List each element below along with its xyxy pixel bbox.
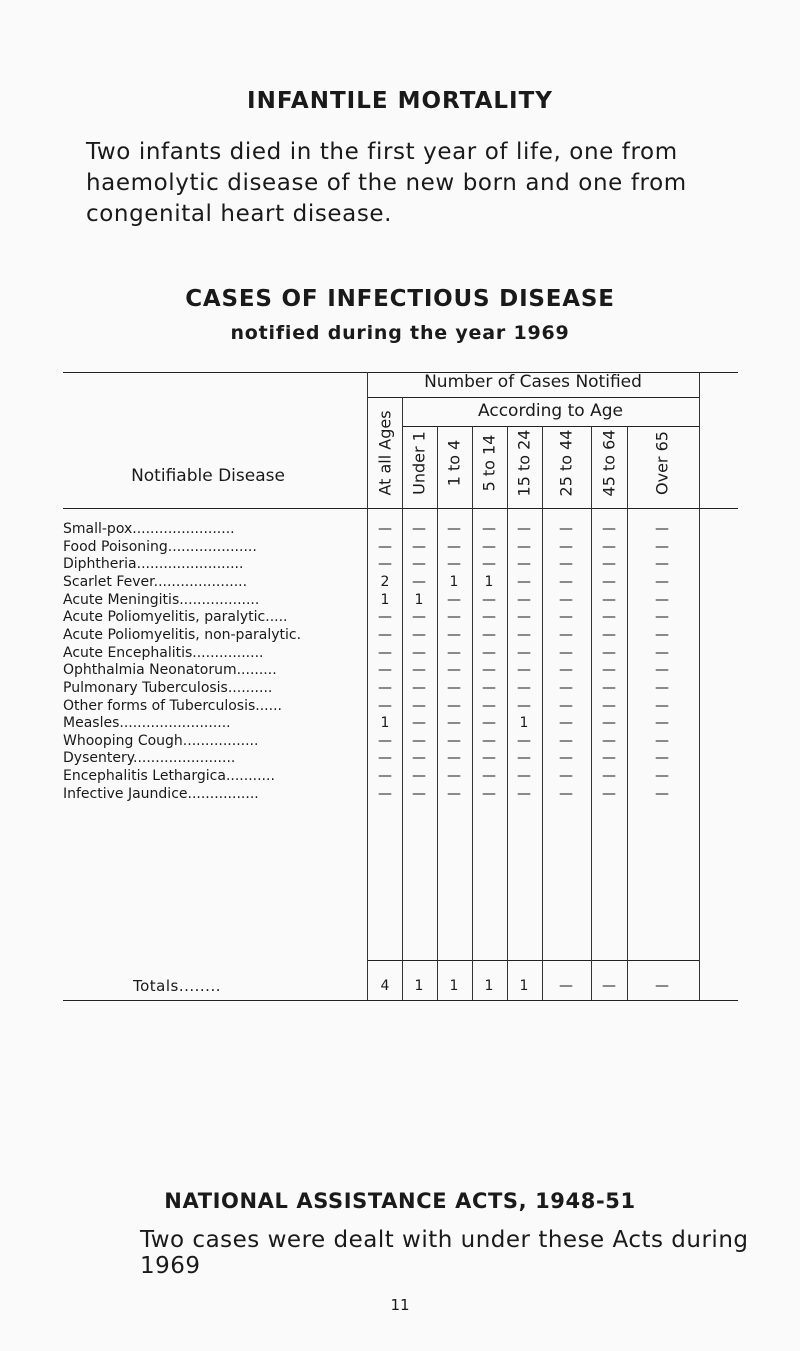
table-cell: —	[602, 521, 616, 537]
table-cell: —	[378, 556, 392, 573]
table-cell: —	[482, 732, 496, 749]
table-cell: —	[559, 697, 573, 714]
disease-label: Measles.........................	[63, 715, 231, 732]
paragraph-infantile-mortality: Two infants died in the first year of life, one from haemolytic disease of the new born and one from congenital heart disease.	[86, 139, 687, 227]
table-cell: 2	[380, 573, 390, 590]
table-cell: —	[517, 573, 531, 590]
table-cell: —	[559, 768, 573, 785]
table-cell: —	[655, 750, 669, 767]
table-cell: —	[378, 750, 392, 767]
table-cell: —	[378, 626, 392, 643]
table-cell: —	[655, 768, 669, 785]
header-age-rule	[402, 426, 699, 427]
header-number-rule	[367, 397, 699, 398]
heading-national-assistance: NATIONAL ASSISTANCE ACTS, 1948-51	[164, 1189, 636, 1213]
table-cell: —	[602, 573, 616, 590]
table-cell: —	[447, 556, 461, 573]
table-cell: —	[447, 697, 461, 714]
table-cell: —	[378, 644, 392, 661]
table-cell: —	[447, 785, 461, 802]
table-cell: —	[482, 556, 496, 573]
table-cell: —	[412, 750, 426, 767]
table-cell: —	[559, 644, 573, 661]
table-cell: —	[412, 697, 426, 714]
disease-label: Pulmonary Tuberculosis..........	[63, 679, 273, 696]
table-cell: —	[482, 697, 496, 714]
table-cell: —	[559, 662, 573, 679]
col-rule-9	[699, 372, 700, 1000]
disease-label: Diphtheria........................	[63, 556, 244, 573]
table-cell: —	[517, 556, 531, 573]
col-rule-7	[591, 426, 592, 1000]
table-cell: 1	[414, 591, 424, 608]
disease-label: Encephalitis Lethargica...........	[63, 768, 275, 785]
disease-label: Acute Poliomyelitis, non-paralytic.	[63, 626, 302, 643]
column-header-disease: Notifiable Disease	[131, 466, 285, 486]
table-cell: —	[655, 521, 669, 537]
table-cell: —	[655, 556, 669, 573]
table-cell: —	[378, 785, 392, 802]
column-header-age-over-65: Over 65	[652, 431, 672, 495]
table-cell: 1	[449, 573, 459, 590]
header-bottom-rule	[63, 508, 738, 509]
table-cell: —	[559, 556, 573, 573]
column-header-age-15-to-24: 15 to 24	[514, 429, 534, 497]
table-cell: —	[482, 521, 496, 537]
paragraph-national-assistance: Two cases were dealt with under these Acts during 1969	[140, 1227, 749, 1279]
table-cell: —	[559, 626, 573, 643]
disease-label: Acute Meningitis..................	[63, 591, 260, 608]
table-cell: —	[517, 732, 531, 749]
table-cell: —	[559, 750, 573, 767]
table-cell: —	[447, 662, 461, 679]
table-cell: —	[447, 750, 461, 767]
table-cell: —	[517, 679, 531, 696]
table-cell: —	[447, 644, 461, 661]
table-cell: —	[602, 679, 616, 696]
table-cell: —	[482, 679, 496, 696]
totals-cell: —	[559, 978, 573, 994]
table-cell: —	[655, 538, 669, 555]
table-cell: —	[655, 785, 669, 802]
table-cell: —	[447, 521, 461, 537]
totals-cell: —	[602, 978, 616, 994]
table-cell: —	[655, 715, 669, 732]
totals-cell: 4	[380, 978, 390, 994]
table-cell: —	[517, 521, 531, 537]
table-cell: —	[378, 768, 392, 785]
totals-cell: 1	[484, 978, 494, 994]
table-cell: —	[447, 538, 461, 555]
totals-cell: 1	[449, 978, 459, 994]
table-cell: —	[482, 538, 496, 555]
table-cell: —	[559, 521, 573, 537]
disease-label: Dysentery.......................	[63, 750, 236, 767]
table-cell: —	[602, 715, 616, 732]
table-cell: —	[602, 538, 616, 555]
table-cell: —	[655, 591, 669, 608]
table-cell: —	[602, 644, 616, 661]
table-cell: —	[602, 697, 616, 714]
column-header-according-to-age: According to Age	[478, 401, 623, 421]
table-cell: —	[447, 715, 461, 732]
table-cell: —	[517, 750, 531, 767]
disease-label: Scarlet Fever.....................	[63, 573, 248, 590]
table-cell: —	[517, 538, 531, 555]
table-cell: —	[412, 626, 426, 643]
table-cell: —	[378, 697, 392, 714]
table-cell: —	[655, 644, 669, 661]
col-rule-2	[402, 397, 403, 1000]
column-header-age-5-to-14: 5 to 14	[479, 434, 499, 492]
disease-label: Small-pox.......................	[63, 521, 235, 537]
table-cell: —	[602, 732, 616, 749]
table-cell: —	[412, 556, 426, 573]
table-cell: —	[482, 591, 496, 608]
totals-cell: 1	[414, 978, 424, 994]
table-cell: —	[559, 609, 573, 626]
table-cell: —	[412, 573, 426, 590]
table-cell: —	[655, 697, 669, 714]
table-cell: —	[602, 768, 616, 785]
table-cell: 1	[380, 591, 390, 608]
table-cell: —	[447, 591, 461, 608]
table-cell: —	[378, 521, 392, 537]
col-rule-8	[627, 426, 628, 1000]
table-bottom-rule	[63, 1000, 738, 1001]
table-cell: —	[602, 609, 616, 626]
table-cell: —	[412, 521, 426, 537]
col-rule-6	[542, 426, 543, 1000]
table-cell: 1	[519, 715, 529, 732]
totals-cell: —	[655, 978, 669, 994]
table-cell: —	[559, 785, 573, 802]
table-cell: —	[378, 609, 392, 626]
table-cell: —	[447, 679, 461, 696]
col-rule-4	[472, 426, 473, 1000]
table-cell: —	[602, 591, 616, 608]
col-rule-5	[507, 426, 508, 1000]
heading-infectious-disease: CASES OF INFECTIOUS DISEASE	[185, 286, 615, 312]
table-cell: —	[602, 662, 616, 679]
table-cell: —	[412, 644, 426, 661]
table-cell: —	[559, 679, 573, 696]
table-cell: —	[447, 609, 461, 626]
table-cell: —	[559, 732, 573, 749]
table-cell: —	[412, 538, 426, 555]
table-cell: —	[559, 715, 573, 732]
disease-label: Acute Poliomyelitis, paralytic.....	[63, 609, 288, 626]
disease-label: Food Poisoning....................	[63, 538, 257, 555]
table-cell: —	[655, 626, 669, 643]
table-cell: —	[412, 768, 426, 785]
disease-label: Other forms of Tuberculosis......	[63, 697, 282, 714]
table-cell: —	[602, 785, 616, 802]
column-header-all-ages: At all Ages	[375, 410, 395, 496]
table-cell: —	[517, 768, 531, 785]
disease-label: Whooping Cough.................	[63, 732, 259, 749]
table-cell: —	[655, 573, 669, 590]
table-cell: —	[482, 662, 496, 679]
table-cell: —	[517, 644, 531, 661]
column-header-age-25-to-44: 25 to 44	[556, 429, 576, 497]
table-cell: —	[517, 785, 531, 802]
table-cell: —	[602, 750, 616, 767]
totals-label: Totals........	[133, 977, 221, 995]
table-cell: —	[482, 626, 496, 643]
table-cell: —	[412, 609, 426, 626]
table-cell: —	[559, 538, 573, 555]
disease-label: Infective Jaundice................	[63, 785, 259, 802]
column-header-age-1-to-4: 1 to 4	[444, 439, 464, 487]
table-cell: —	[482, 609, 496, 626]
table-cell: —	[447, 768, 461, 785]
col-rule-3	[437, 426, 438, 1000]
totals-cell: 1	[519, 978, 529, 994]
table-cell: —	[655, 732, 669, 749]
table-cell: —	[517, 626, 531, 643]
table-cell: —	[447, 626, 461, 643]
col-rule-1	[367, 372, 368, 1000]
table-cell: —	[655, 609, 669, 626]
table-cell: —	[517, 662, 531, 679]
table-cell: 1	[380, 715, 390, 732]
totals-top-rule	[367, 960, 699, 961]
table-cell: —	[559, 573, 573, 590]
table-cell: —	[447, 732, 461, 749]
disease-label: Acute Encephalitis................	[63, 644, 264, 661]
table-cell: —	[378, 679, 392, 696]
table-cell: —	[412, 715, 426, 732]
table-cell: —	[378, 538, 392, 555]
table-cell: —	[602, 556, 616, 573]
table-cell: —	[378, 662, 392, 679]
table-cell: —	[412, 662, 426, 679]
column-header-age-45-to-64: 45 to 64	[599, 429, 619, 497]
table-cell: —	[559, 591, 573, 608]
column-header-age-under-1: Under 1	[409, 431, 429, 495]
table-cell: —	[412, 785, 426, 802]
column-header-number-notified: Number of Cases Notified	[424, 372, 642, 392]
page-number: 11	[390, 1296, 410, 1314]
table-cell: —	[412, 732, 426, 749]
table-cell: 1	[484, 573, 494, 590]
heading-infantile-mortality: INFANTILE MORTALITY	[247, 88, 553, 114]
table-cell: —	[482, 750, 496, 767]
disease-label: Ophthalmia Neonatorum.........	[63, 662, 277, 679]
table-cell: —	[517, 697, 531, 714]
table-cell: —	[517, 609, 531, 626]
table-cell: —	[482, 644, 496, 661]
table-cell: —	[482, 785, 496, 802]
table-cell: —	[482, 715, 496, 732]
table-cell: —	[602, 626, 616, 643]
table-cell: —	[378, 732, 392, 749]
table-cell: —	[517, 591, 531, 608]
table-cell: —	[655, 679, 669, 696]
table-cell: —	[482, 768, 496, 785]
table-cell: —	[412, 679, 426, 696]
table-cell: —	[655, 662, 669, 679]
subheading-notified-year: notified during the year 1969	[230, 322, 570, 344]
